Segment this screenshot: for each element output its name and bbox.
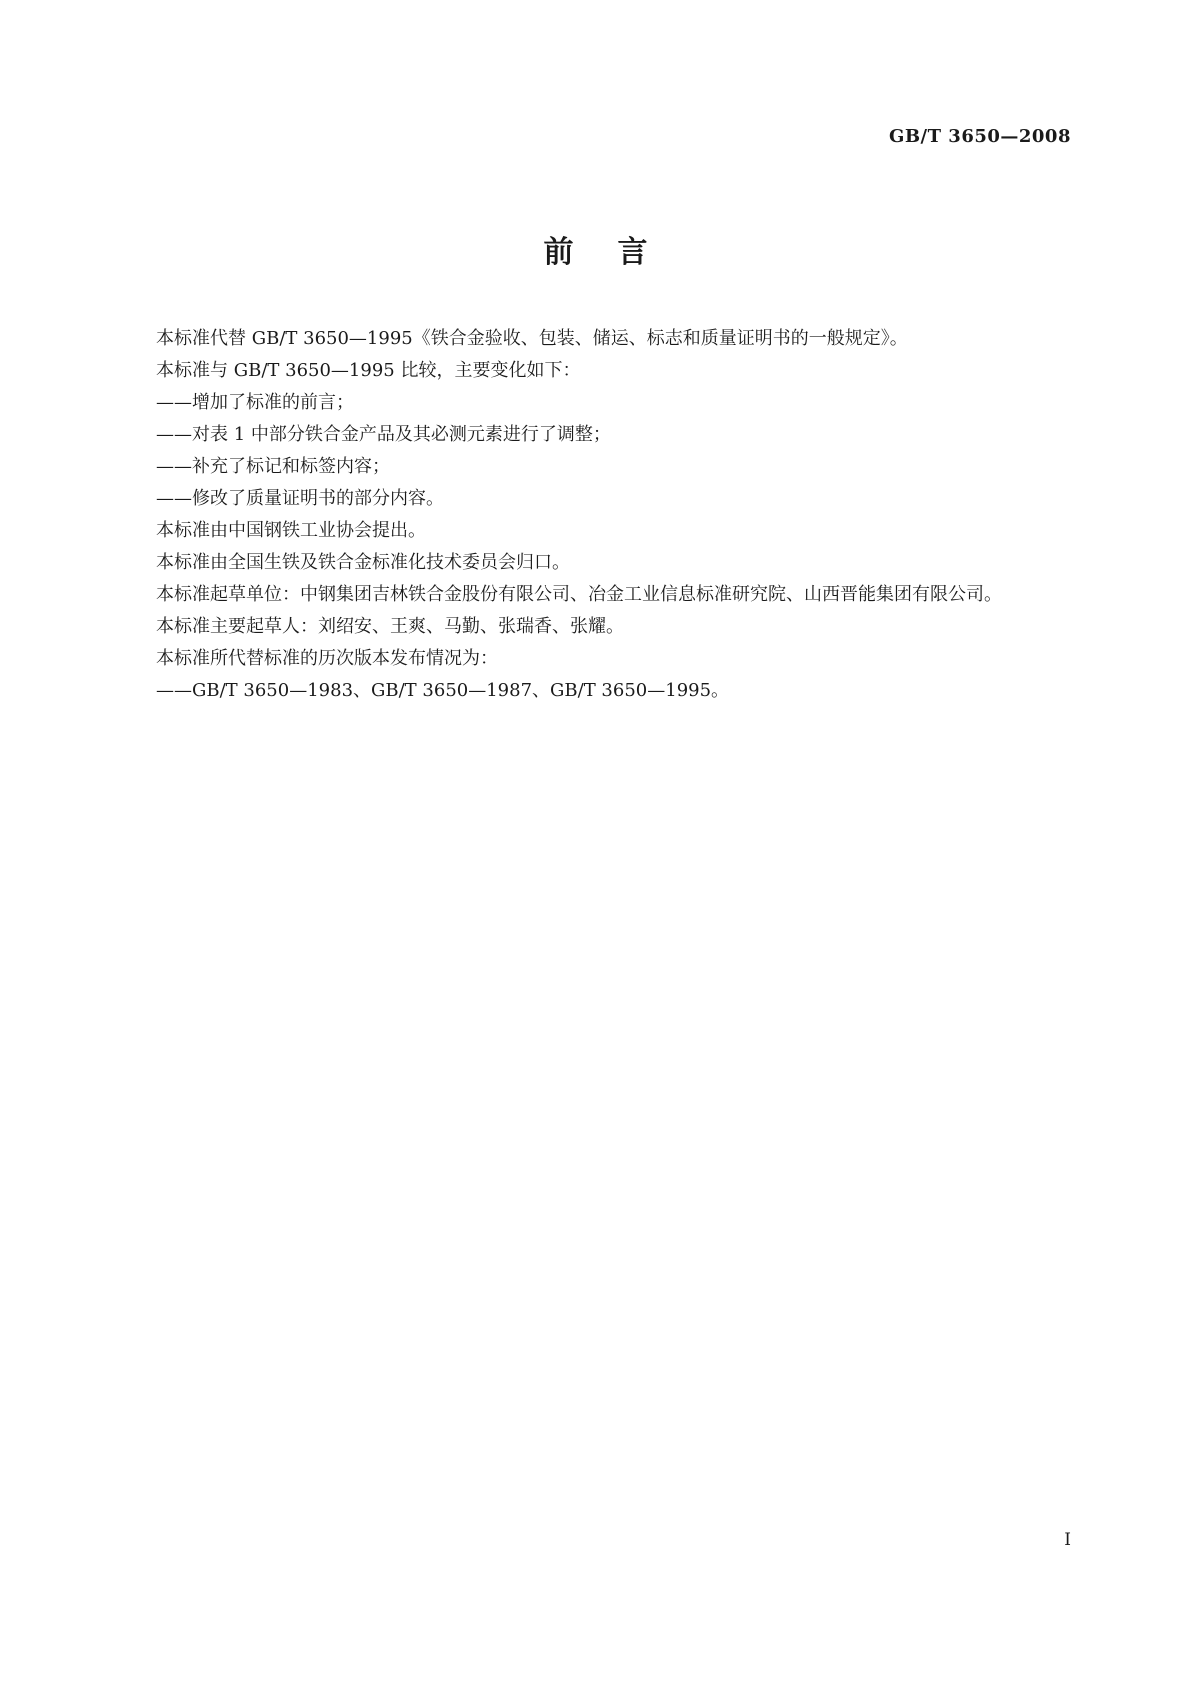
paragraph-drafting-units: 本标准起草单位：中钢集团吉林铁合金股份有限公司、冶金工业信息标准研究院、山西晋能集团有限公司。 — [156, 584, 1002, 605]
change-item: ——增加了标准的前言； — [156, 392, 354, 413]
paragraph-replaces: 本标准代替 GB/T 3650—1995《铁合金验收、包装、储运、标志和质量证明书的一般规定》。 — [156, 328, 908, 349]
paragraph-history-intro: 本标准所代替标准的历次版本发布情况为： — [156, 648, 498, 669]
paragraph-centralized-by: 本标准由全国生铁及铁合金标准化技术委员会归口。 — [156, 552, 570, 573]
history-item: ——GB/T 3650—1983、GB/T 3650—1987、GB/T 3650—1995。 — [156, 680, 730, 701]
change-item: ——对表 1 中部分铁合金产品及其必测元素进行了调整； — [156, 424, 611, 445]
standard-code: GB/T 3650—2008 — [888, 126, 1071, 147]
page-number: I — [1064, 1530, 1071, 1550]
change-item: ——补充了标记和标签内容； — [156, 456, 390, 477]
paragraph-drafters: 本标准主要起草人：刘绍安、王爽、马勤、张瑞香、张耀。 — [156, 616, 624, 637]
foreword-body — [120, 323, 1070, 707]
change-item: ——修改了质量证明书的部分内容。 — [156, 488, 444, 509]
paragraph-proposed-by: 本标准由中国钢铁工业协会提出。 — [156, 520, 426, 541]
paragraph-changes-intro: 本标准与 GB/T 3650—1995 比较，主要变化如下： — [156, 360, 581, 381]
page-title: 前言 — [543, 235, 692, 270]
